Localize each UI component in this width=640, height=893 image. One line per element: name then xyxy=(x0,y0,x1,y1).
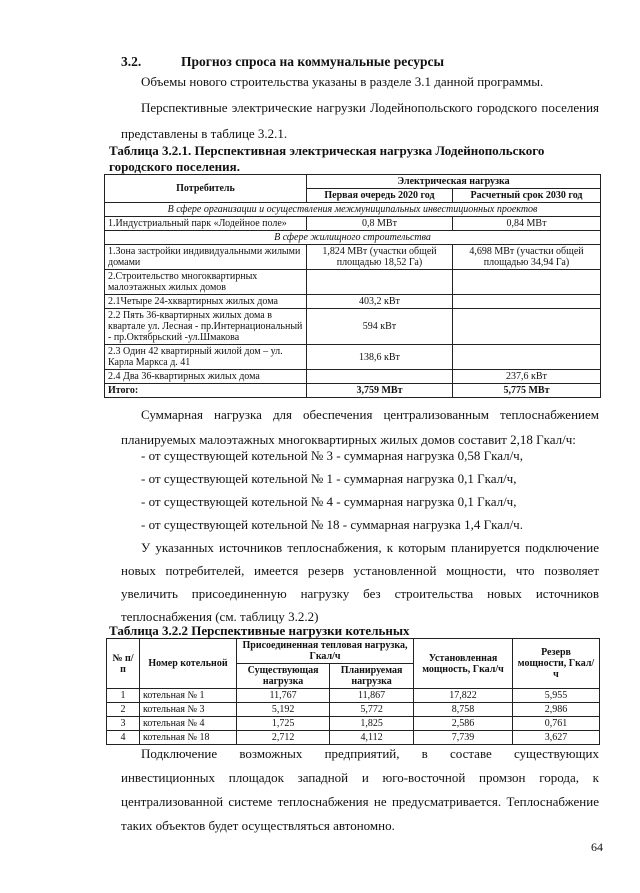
first-cell: 138,6 кВт xyxy=(307,345,453,370)
capacity-cell: 17,822 xyxy=(414,689,513,703)
no-cell: 4 xyxy=(107,731,140,745)
name-cell: котельная № 1 xyxy=(140,689,237,703)
intro-paragraph-1: Объемы нового строительства указаны в разделе 3.1 данной программы. xyxy=(141,74,544,89)
table-row xyxy=(105,370,601,384)
electric-load-table xyxy=(104,174,601,398)
reserve-cell: 0,761 xyxy=(513,717,600,731)
table-row xyxy=(105,295,601,309)
table2-caption: Таблица 3.2.2 Перспективные нагрузки котельных xyxy=(109,623,410,638)
name-cell: котельная № 18 xyxy=(140,731,237,745)
col-plan-header: Планируемая нагрузка xyxy=(330,664,414,689)
table-row xyxy=(105,345,601,370)
calc-cell: 237,6 кВт xyxy=(452,370,600,384)
table-row xyxy=(105,309,601,345)
no-cell: 3 xyxy=(107,717,140,731)
plan-cell: 11,867 xyxy=(330,689,414,703)
calc-cell xyxy=(452,270,600,295)
no-cell: 1 xyxy=(107,689,140,703)
total-calc: 5,775 МВт xyxy=(452,384,600,398)
list-item: - от существующей котельной № 18 - суммарная нагрузка 1,4 Гкал/ч. xyxy=(141,517,523,532)
section-number: 3.2. xyxy=(121,54,142,69)
first-cell: 594 кВт xyxy=(307,309,453,345)
table-row xyxy=(105,245,601,270)
capacity-cell: 2,586 xyxy=(414,717,513,731)
name-cell: котельная № 3 xyxy=(140,703,237,717)
consumer-cell: 1.Индустриальный парк «Лодейное поле» xyxy=(105,217,307,231)
exist-cell: 1,725 xyxy=(237,717,330,731)
table-row xyxy=(105,217,601,231)
capacity-cell: 8,758 xyxy=(414,703,513,717)
first-cell xyxy=(307,270,453,295)
calc-cell: 4,698 МВт (участки общей площадью 34,94 Га) xyxy=(452,245,600,270)
page-number: 64 xyxy=(591,840,603,854)
section-row-a: В сфере организации и осуществления межмуниципальных инвестиционных проектов xyxy=(105,203,601,217)
total-first: 3,759 МВт xyxy=(307,384,453,398)
col-exist-header: Существующая нагрузка xyxy=(237,664,330,689)
table-row xyxy=(107,717,600,731)
first-cell: 403,2 кВт xyxy=(307,295,453,309)
plan-cell: 1,825 xyxy=(330,717,414,731)
heat-paragraph-1: Суммарная нагрузка для обеспечения централизованным теплоснабжением планируемых малоэтажных многоквартирных жилых домов составит 2,18 Гкал/ч: xyxy=(121,407,599,447)
reserve-cell: 5,955 xyxy=(513,689,600,703)
first-cell: 0,8 МВт xyxy=(307,217,453,231)
calc-cell xyxy=(452,295,600,309)
name-cell: котельная № 4 xyxy=(140,717,237,731)
heat-paragraph-2: У указанных источников теплоснабжения, к которым планируется подключение новых потребителей, имеется резерв установленной мощности, что позволяет увеличить присоединенную нагрузку без строительства новых источников теплоснабжения (см. таблицу 3.2.2) xyxy=(121,540,599,624)
no-cell: 2 xyxy=(107,703,140,717)
table1-caption: Таблица 3.2.1. Перспективная электрическая нагрузка Лодейнопольского городского поселения. xyxy=(109,143,545,174)
exist-cell: 11,767 xyxy=(237,689,330,703)
plan-cell: 5,772 xyxy=(330,703,414,717)
section-row-b: В сфере жилищного строительства xyxy=(105,231,601,245)
col-reserve-header: Резерв мощности, Гкал/ч xyxy=(513,639,600,689)
table-row xyxy=(107,689,600,703)
first-cell xyxy=(307,370,453,384)
calc-cell xyxy=(452,345,600,370)
total-row xyxy=(105,384,601,398)
consumer-cell: 2.4 Два 36-квартирных жилых дома xyxy=(105,370,307,384)
boiler-load-table xyxy=(106,638,600,745)
consumer-cell: 2.3 Один 42 квартирный жилой дом – ул. Карла Маркса д. 41 xyxy=(105,345,307,370)
col-group-header: Электрическая нагрузка xyxy=(307,175,601,189)
calc-cell: 0,84 МВт xyxy=(452,217,600,231)
col-name-header: Номер котельной xyxy=(140,639,237,689)
consumer-cell: 2.Строительство многоквартирных малоэтажных жилых домов xyxy=(105,270,307,295)
table-row xyxy=(105,270,601,295)
col-consumer-header: Потребитель xyxy=(105,175,307,203)
consumer-cell: 2.1Четыре 24-хквартирных жилых дома xyxy=(105,295,307,309)
col-capacity-header: Установленная мощность, Гкал/ч xyxy=(414,639,513,689)
reserve-cell: 2,986 xyxy=(513,703,600,717)
exist-cell: 2,712 xyxy=(237,731,330,745)
calc-cell xyxy=(452,309,600,345)
section-title: Прогноз спроса на коммунальные ресурсы xyxy=(181,54,444,69)
capacity-cell: 7,739 xyxy=(414,731,513,745)
col-no-header: № п/п xyxy=(107,639,140,689)
plan-cell: 4,112 xyxy=(330,731,414,745)
section-heading xyxy=(121,54,444,70)
col-calc-header: Расчетный срок 2030 год xyxy=(452,189,600,203)
list-item: - от существующей котельной № 1 - суммарная нагрузка 0,1 Гкал/ч, xyxy=(141,471,517,486)
list-item: - от существующей котельной № 3 - суммарная нагрузка 0,58 Гкал/ч, xyxy=(141,448,523,463)
col-first-header: Первая очередь 2020 год xyxy=(307,189,453,203)
reserve-cell: 3,627 xyxy=(513,731,600,745)
list-item: - от существующей котельной № 4 - суммарная нагрузка 0,1 Гкал/ч, xyxy=(141,494,517,509)
closing-paragraph: Подключение возможных предприятий, в составе существующих инвестиционных площадок западной и юго-восточной промзон города, к централизованной системе теплоснабжения не предусматривается. Теплоснабжение таких объектов будет осуществляться автономно. xyxy=(121,746,599,833)
exist-cell: 5,192 xyxy=(237,703,330,717)
table-row xyxy=(107,703,600,717)
col-load-group-header: Присоединенная тепловая нагрузка, Гкал/ч xyxy=(237,639,414,664)
consumer-cell: 2.2 Пять 36-квартирных жилых дома в квартале ул. Лесная - пр.Интернациональный - пр.Октябрьский -ул.Шмакова xyxy=(105,309,307,345)
total-label: Итого: xyxy=(105,384,307,398)
consumer-cell: 1.Зона застройки индивидуальными жилыми домами xyxy=(105,245,307,270)
intro-paragraph-2: Перспективные электрические нагрузки Лодейнопольского городского поселения представлены в таблице 3.2.1. xyxy=(121,100,599,141)
first-cell: 1,824 МВт (участки общей площадью 18,52 Га) xyxy=(307,245,453,270)
